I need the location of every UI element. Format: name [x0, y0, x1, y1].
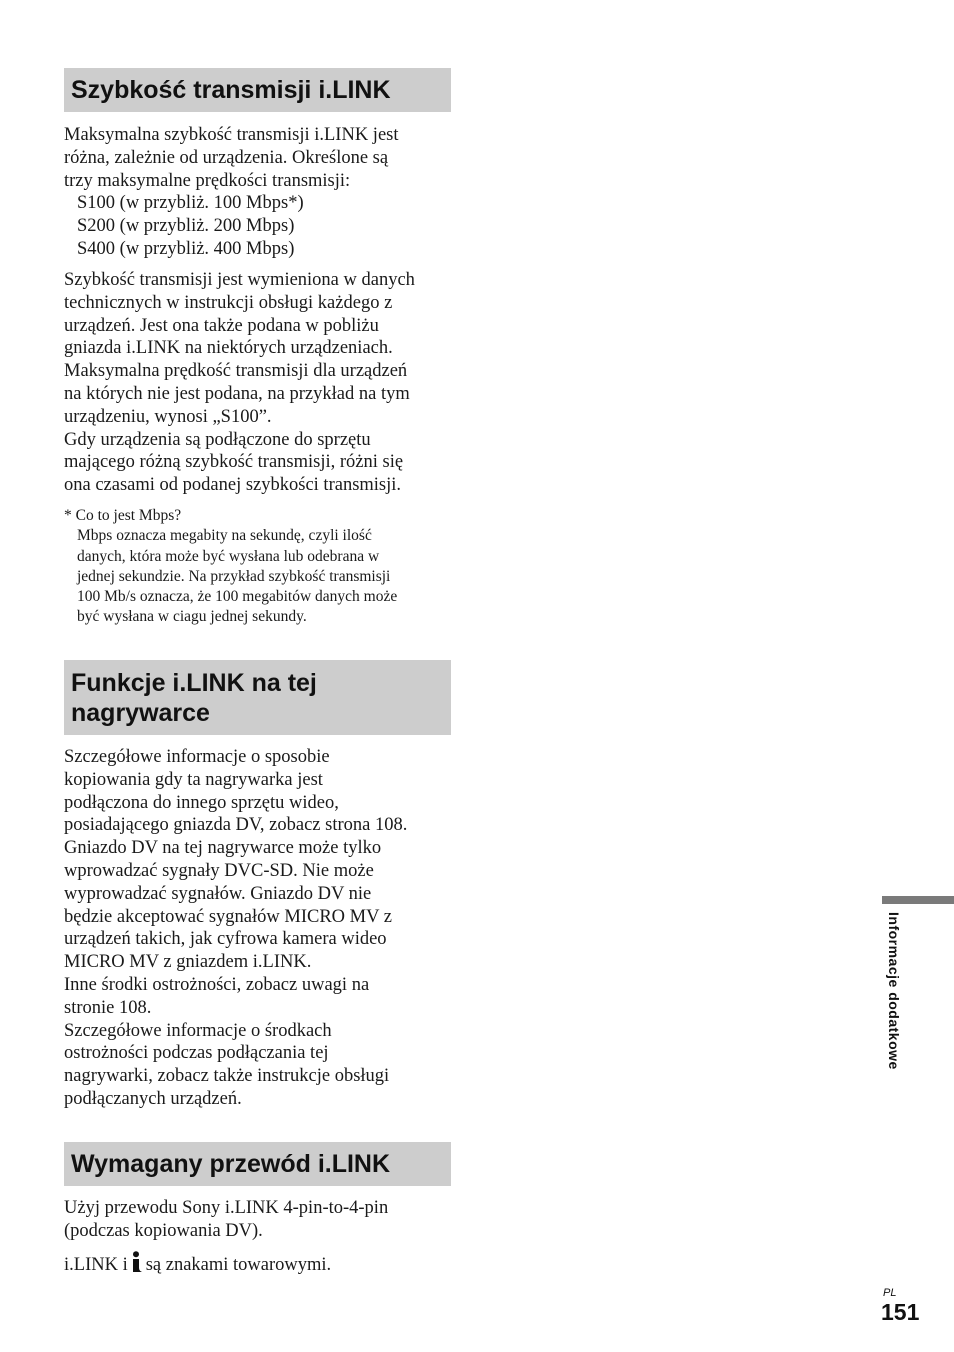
section-heading-text: Szybkość transmisji i.LINK — [71, 76, 391, 104]
footnote — [64, 506, 451, 628]
paragraph-line: podłączanych urządzeń. — [64, 1088, 242, 1109]
speed-item: S400 (w przybliż. 400 Mbps) — [77, 238, 295, 259]
paragraph-line: Maksymalna szybkość transmisji i.LINK jest — [64, 125, 399, 145]
section3-body — [64, 1197, 451, 1243]
section1-body — [64, 269, 451, 497]
paragraph-line: trzy maksymalne prędkości transmisji: — [64, 170, 351, 191]
trademark-text-after: są znakami towarowymi. — [145, 1255, 332, 1275]
paragraph-line: podłączona do innego sprzętu wideo, — [64, 792, 339, 813]
footnote-title: * Co to jest Mbps? — [64, 507, 182, 524]
paragraph-line: urządzeń takich, jak cyfrowa kamera wideo — [64, 929, 387, 950]
footnote-line: Mbps oznacza megabity na sekundę, czyli ilość — [77, 527, 372, 545]
paragraph-line: ostrożności podczas podłączania tej — [64, 1043, 329, 1064]
paragraph-line: (podczas kopiowania DV). — [64, 1220, 263, 1241]
paragraph-line: MICRO MV z gniazdem i.LINK. — [64, 952, 312, 973]
paragraph-line: mającego różną szybkość transmisji, różni się — [64, 452, 404, 473]
paragraph-line: różna, zależnie od urządzenia. Określone są — [64, 147, 389, 168]
paragraph-line: gniazda i.LINK na niektórych urządzeniach. — [64, 338, 393, 359]
section-heading-text: Funkcje i.LINK na tej — [71, 669, 317, 697]
section-heading-text: Wymagany przewód i.LINK — [71, 1150, 391, 1178]
paragraph-line: technicznych w instrukcji obsługi każdego z — [64, 292, 393, 313]
paragraph-line: urządzeń. Jest ona także podana w pobliżu — [64, 315, 379, 336]
paragraph-line: wyprowadzać sygnałów. Gniazdo DV nie — [64, 883, 372, 904]
footnote-line: 100 Mb/s oznacza, że 100 megabitów danych może — [77, 588, 398, 606]
paragraph-line: będzie akceptować sygnałów MICRO MV z — [64, 906, 392, 927]
paragraph-line: Użyj przewodu Sony i.LINK 4-pin-to-4-pin — [64, 1198, 389, 1218]
trademark-line — [64, 1251, 451, 1280]
paragraph-line: na których nie jest podana, na przykład na tym — [64, 383, 410, 404]
paragraph-line: Gdy urządzenia są podłączone do sprzętu — [64, 429, 371, 450]
page-language: PL — [883, 1287, 897, 1299]
paragraph-line: Inne środki ostrożności, zobacz uwagi na — [64, 974, 370, 995]
section2-body — [64, 746, 451, 1111]
speed-item: S100 (w przybliż. 100 Mbps*) — [77, 193, 304, 214]
section-heading-ilink-functions — [64, 660, 451, 735]
side-tab-label: Informacje dodatkowe — [886, 912, 902, 1070]
page-number: 151 — [881, 1299, 920, 1325]
footnote-line: być wysłana w ciagu jednej sekundy. — [77, 608, 307, 626]
i-link-logo-icon — [130, 1251, 143, 1280]
paragraph-line: posiadającego gniazda DV, zobacz strona 108. — [64, 815, 408, 836]
paragraph-line: kopiowania gdy ta nagrywarka jest — [64, 769, 323, 790]
section-heading-ilink-cable — [64, 1142, 451, 1186]
paragraph-line: Szybkość transmisji jest wymieniona w danych — [64, 270, 415, 290]
paragraph-line: wprowadzać sygnały DVC-SD. Nie może — [64, 860, 374, 881]
paragraph-line: nagrywarki, zobacz także instrukcje obsługi — [64, 1066, 390, 1087]
paragraph-line: stronie 108. — [64, 997, 152, 1018]
section-heading-transmission-speed — [64, 68, 451, 112]
paragraph-line: Gniazdo DV na tej nagrywarce może tylko — [64, 838, 382, 859]
paragraph-line: Maksymalna prędkość transmisji dla urządzeń — [64, 361, 408, 382]
paragraph-line: urządzeniu, wynosi „S100”. — [64, 406, 272, 427]
paragraph-line: ona czasami od podanej szybkości transmisji. — [64, 475, 402, 496]
footnote-line: danych, która może być wysłana lub odebrana w — [77, 547, 380, 565]
paragraph-line: Szczegółowe informacje o sposobie — [64, 747, 330, 767]
footnote-line: jednej sekundzie. Na przykład szybkość transmisji — [77, 567, 391, 585]
section1-intro — [64, 124, 451, 261]
paragraph-line: Szczegółowe informacje o środkach — [64, 1020, 332, 1041]
trademark-text-before: i.LINK i — [64, 1255, 128, 1275]
section-heading-text: nagrywarce — [71, 699, 210, 727]
side-tab-bar — [882, 896, 954, 904]
speed-item: S200 (w przybliż. 200 Mbps) — [77, 216, 295, 237]
